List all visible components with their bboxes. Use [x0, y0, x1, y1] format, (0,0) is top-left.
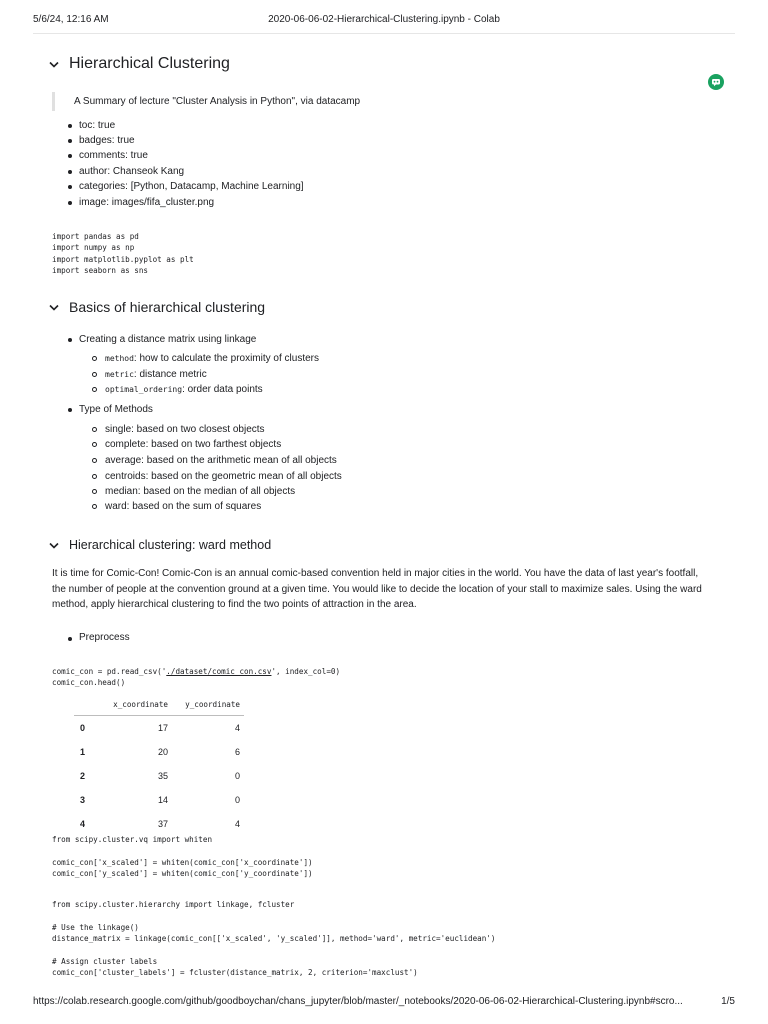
table-cell: 4 [234, 722, 240, 733]
section-title-basics: Basics of hierarchical clustering [69, 299, 266, 315]
sub-bullet-circle [92, 489, 97, 494]
row-index: 1 [80, 746, 86, 757]
inline-code: optimal_ordering [105, 385, 183, 394]
column-header: y_coordinate [172, 700, 244, 716]
section-title-hierarchical-clustering: Hierarchical Clustering [69, 55, 230, 72]
code-line: comic_con.head() [52, 678, 126, 688]
sub-bullet-circle [92, 442, 97, 447]
code-cell-whiten[interactable] [52, 834, 313, 880]
table-cell: 0 [234, 770, 240, 781]
header-divider [33, 33, 735, 34]
print-date: 5/6/24, 12:16 AM [33, 14, 109, 25]
code-line: comic_con['y_scaled'] = whiten(comic_con['y_coordinate']) [52, 869, 313, 879]
list-item: toc: true [79, 120, 116, 131]
table-cell: 35 [157, 770, 168, 781]
row-index: 4 [80, 818, 86, 829]
bullet-dot [68, 170, 72, 174]
collapse-section-chevron-icon[interactable] [48, 303, 60, 313]
blockquote-text: A Summary of lecture "Cluster Analysis in Python", via datacamp [74, 96, 361, 107]
bullet-dot [68, 139, 72, 143]
column-header: x_coordinate [94, 700, 172, 716]
list-item-text: : order data points [182, 384, 263, 395]
bullet-dot [68, 124, 72, 128]
row-index: 3 [80, 794, 86, 805]
code-line: from scipy.cluster.hierarchy import linkage, fcluster [52, 900, 295, 909]
code-line: # Use the linkage() [52, 922, 139, 932]
table-cell: 6 [234, 746, 240, 757]
code-line: import pandas as pd [52, 232, 139, 241]
list-item-text: : how to calculate the proximity of clusters [133, 353, 319, 364]
list-item [105, 369, 207, 380]
list-item: single: based on two closest objects [105, 424, 265, 435]
table-row [74, 812, 244, 836]
table-row [74, 740, 244, 764]
list-item: image: images/fifa_cluster.png [79, 197, 215, 208]
inline-code: metric [105, 370, 134, 379]
code-text: comic_con = pd.read_csv(' [52, 667, 167, 676]
sub-bullet-circle [92, 474, 97, 479]
collapse-section-chevron-icon[interactable] [48, 541, 60, 551]
sub-bullet-circle [92, 504, 97, 509]
print-header [33, 14, 735, 28]
bullet-dot [68, 185, 72, 189]
list-item [105, 384, 263, 395]
print-title: 2020-06-06-02-Hierarchical-Clustering.ipynb - Colab [268, 14, 500, 25]
code-cell-linkage[interactable] [52, 899, 495, 979]
sub-bullet-circle [92, 356, 97, 361]
row-index: 2 [80, 770, 86, 781]
list-item: centroids: based on the geometric mean of all objects [105, 471, 342, 482]
code-line: import numpy as np [52, 243, 135, 253]
table-row [74, 764, 244, 788]
table-cell: 37 [157, 818, 168, 829]
list-item: Type of Methods [79, 404, 153, 415]
table-row [74, 716, 244, 740]
print-footer [33, 996, 735, 1010]
inline-code: method [105, 354, 134, 363]
print-url: https://colab.research.google.com/github/goodboychan/chans_jupyter/blob/master/_notebooks/2020-06-06-02-Hierarchical-Clustering.ipynb#scro... [33, 996, 683, 1007]
exercise-paragraph: It is time for Comic-Con! Comic-Con is an annual comic-based convention held in major cities in the world. You have the data of last year's footfall, the number of people at the convention ground at a given time. You would like to decide the location of your stall to maximize sales. Using the ward method, apply hierarchical clustering to find the two points of attraction in the area. [52, 568, 702, 610]
code-line: # Assign cluster labels [52, 957, 158, 967]
code-line: distance_matrix = linkage(comic_con[['x_scaled', 'y_scaled']], method='ward', metric='euclidean') [52, 934, 496, 944]
code-line: comic_con['x_scaled'] = whiten(comic_con['x_coordinate']) [52, 857, 313, 867]
bullet-dot [68, 201, 72, 205]
list-item: ward: based on the sum of squares [105, 501, 262, 512]
list-item-text: : distance metric [133, 369, 207, 380]
code-line: from scipy.cluster.vq import whiten [52, 835, 213, 844]
list-item: comments: true [79, 150, 148, 161]
bullet-dot [68, 338, 72, 342]
table-cell: 17 [157, 722, 168, 733]
page-number: 1/5 [721, 996, 735, 1007]
code-cell-read-csv[interactable] [52, 666, 340, 689]
row-index: 0 [80, 722, 86, 733]
code-text: ', index_col=0) [271, 667, 341, 676]
sub-bullet-circle [92, 387, 97, 392]
bullet-dot [68, 408, 72, 412]
table-cell: 14 [157, 794, 168, 805]
table-row [74, 788, 244, 812]
table-cell: 4 [234, 818, 240, 829]
table-cell: 20 [157, 746, 168, 757]
index-header [74, 700, 94, 716]
list-item: categories: [Python, Datacamp, Machine Learning] [79, 181, 304, 192]
list-item: Creating a distance matrix using linkage [79, 334, 257, 345]
dataframe-output-table [74, 700, 244, 836]
code-cell-imports[interactable] [52, 231, 194, 277]
sub-bullet-circle [92, 427, 97, 432]
code-file-link[interactable]: ./dataset/comic_con.csv [166, 667, 272, 676]
list-item: badges: true [79, 135, 135, 146]
code-line: import seaborn as sns [52, 266, 149, 276]
list-item: average: based on the arithmetic mean of all objects [105, 455, 337, 466]
list-item: complete: based on two farthest objects [105, 439, 282, 450]
list-item: Preprocess [79, 632, 130, 643]
collapse-section-chevron-icon[interactable] [48, 60, 60, 70]
code-line: import matplotlib.pyplot as plt [52, 254, 194, 264]
list-item: author: Chanseok Kang [79, 166, 185, 177]
sub-bullet-circle [92, 372, 97, 377]
table-header-row [74, 700, 244, 716]
blockquote-bar [52, 92, 55, 111]
code-line: comic_con['cluster_labels'] = fcluster(distance_matrix, 2, criterion='maxclust') [52, 968, 418, 978]
bullet-dot [68, 637, 72, 641]
sub-bullet-circle [92, 458, 97, 463]
list-item: median: based on the median of all objects [105, 486, 296, 497]
section-title-ward-method: Hierarchical clustering: ward method [69, 538, 272, 552]
list-item [105, 353, 319, 364]
table-cell: 0 [234, 794, 240, 805]
bullet-dot [68, 154, 72, 158]
colab-chat-icon[interactable] [708, 74, 724, 90]
